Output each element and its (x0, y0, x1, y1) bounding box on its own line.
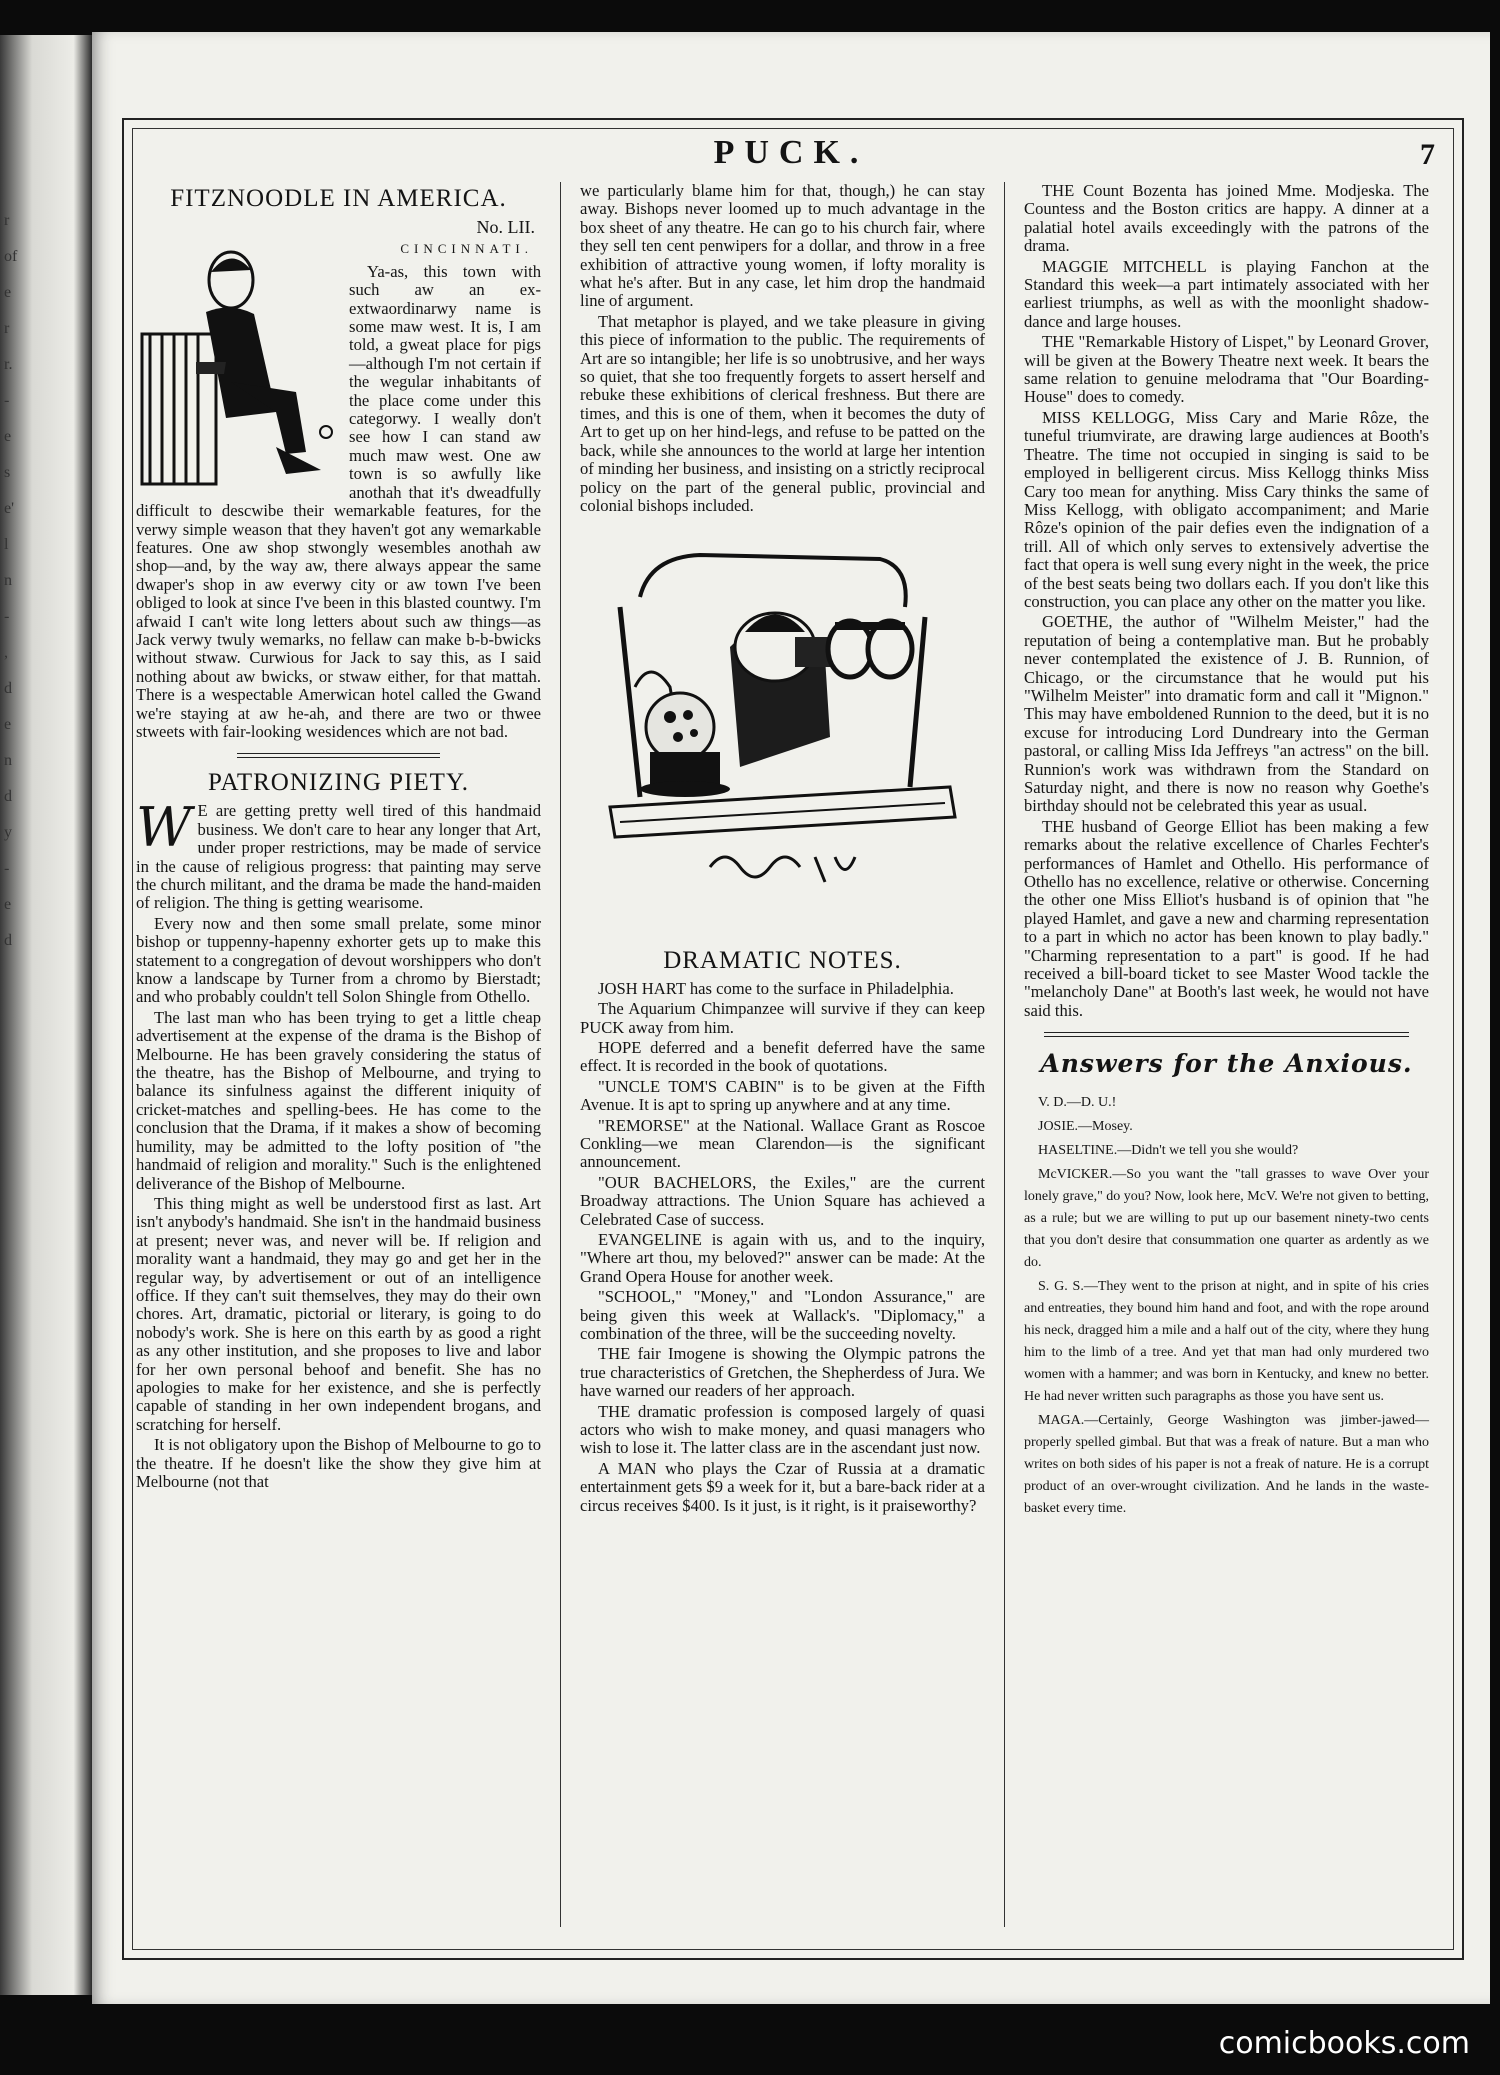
left-page-fragment: e' (4, 500, 14, 517)
fitznoodle-title: FITZNOODLE IN AMERICA. (170, 185, 507, 212)
answer-item: HASELTINE.—Didn't we tell you she would? (1038, 1142, 1299, 1158)
fitznoodle-paragraph: Ya-as, this town with such aw an ex-extwaordinarwy name is some maw west. It is, I am told, a gweat place for pigs—although I'm not certain if the wegular inhabitants of the place come under this categorwy. I weally don't see how I can stand aw much maw west. One aw town is so awfully like anothah that it's dweadfully difficult to descwibe their wemarkable features, for the verwy simple weason that they haven't got any wemarkable features. One aw shop stwongly wesembles anothah aw shop—and, by the way aw, there always appear the same dwaper's shop in aw everwy city or aw town I've been obliged to look at since I've been in this blasted countwy. I'm afwaid I can't wite long letters about such aw things—as Jack verwy twuly wemarks, no fellaw can make b-b-bwicks without stwaw. Curwious for Jack to say this, as I said nothing about aw bwicks, or stwaw either, for that mattah. There is a wespectable Amerwican hotel called the Gwand we're staying at aw he-ah, and there are two or thwee stweets with fair-looking wesidences which are not bad. (136, 261, 541, 741)
piety-dropcap: W (136, 796, 192, 860)
answer-item: S. G. S.—They went to the prison at night, and in spite of his cries and entreaties, they bound him hand and foot, and with the rope around his neck, dragged him a mile and a half out of the city, where they hung him to the limb of a tree. And yet that man had only murdered two women with a hammer; and was born in Kentucky, and knew no better. He had never written such paragraphs as those you have sent us. (1024, 1278, 1429, 1404)
left-page-fragment: - (4, 860, 10, 877)
left-page-fragment: - (4, 608, 10, 625)
left-page-fragment: n (4, 572, 12, 589)
left-page-edge (0, 35, 92, 1995)
page-number: 7 (1420, 138, 1435, 171)
dramatic-note: GOETHE, the author of "Wilhelm Meister," had the reputation of being a contemplative man. But he probably never contemplated the existence of J. B. Runnion, of Chicago, or the circumstance that he would put his "Wilhelm Meister" into dramatic form and call it "Mignon." This may have emboldened Runnion to the deed, but it is no excuse for introducing Lord Dundreary into the German pastoral, or calling Miss Ida Jeffreys "an actress" on the bill. Runnion's work was withdrawn from the Standard on Saturday night, and there is now no reason why Goethe's birthday should not be celebrated this year as usual. (1024, 612, 1429, 816)
fitznoodle-number: No. LII. (476, 217, 535, 237)
masthead (92, 84, 1490, 171)
left-page-fragment: n (4, 752, 12, 769)
piety-paragraph: This thing might as well be understood first as last. Art isn't anybody's handmaid. She isn't in the handmaid business at present; never was, and never will be. If religion and morality want a handmaid, they may go and get her in the regular way, by advertisement or out of an intelligence office. If they can't suit themselves, they may do their own chores. Art, dramatic, pictorial or literary, is going to do nobody's work. She is here on this earth by as good a right as any other institution, and she proposes to live and labor for her own personal behoof and benefit. She has no apologies to make for her existence, and she is perfectly capable of standing in her own independent brogans, and scratching for herself. (136, 1193, 541, 1434)
left-page-fragment: e (4, 284, 12, 301)
dramatic-note: THE dramatic profession is composed largely of quasi actors who wish to make money, and quasi managers who wish to lose it. The latter class are in the ascendant just now. (580, 1401, 985, 1458)
masthead-title: PUCK. (713, 134, 869, 171)
dramatic-note: EVANGELINE is again with us, and to the inquiry, "Where art thou, my beloved?" answer can be made: At the Grand Opera House for another week. (580, 1230, 985, 1286)
column-3 (1024, 182, 1429, 1922)
answer-item: JOSIE.—Mosey. (1038, 1118, 1133, 1134)
piety-paragraph: It is not obligatory upon the Bishop of Melbourne to go to the theatre. If he doesn't like the show they give him at Melbourne (not that (136, 1435, 541, 1491)
left-page-fragment: r (4, 212, 10, 229)
piety-title: PATRONIZING PIETY. (207, 769, 470, 797)
left-page-fragment: - (4, 392, 10, 409)
dramatic-note: MISS KELLOGG, Miss Cary and Marie Rôze, the tuneful triumvirate, are drawing large audiences at Booth's Theatre. The time not occupied in singing is said to be employed in belligerent circus. Miss Kellogg thinks Miss Cary too mean for anything. Miss Cary thinks the same of Miss Kellogg, with obligato accompaniment; and Marie Rôze's opinion of the pair defies even the indignation of a trill. All of which only serves to extensively advertise the fact that opera is well sung every night in the week, the price of the best seats being two dollars each. If you don't like this construction, you can place any other on the matter you like. (1024, 407, 1429, 611)
dramatic-note: JOSH HART has come to the surface in Philadelphia. (598, 978, 954, 998)
left-page-fragment: r. (4, 356, 13, 373)
column-rule (1004, 182, 1005, 1927)
section-separator (1044, 1032, 1409, 1037)
dramatic-note: "SCHOOL," "Money," and "London Assurance," are being given this week at Wallack's. "Diplomacy," a combination of the three, will be the succeeding novelty. (580, 1287, 985, 1344)
left-page-fragment: of (4, 248, 18, 265)
fitznoodle-place: CINCINNATI. (400, 241, 533, 257)
left-page-fragment: , (4, 644, 8, 661)
answer-item: V. D.—D. U.! (1038, 1094, 1117, 1110)
answers-title: Answers for the Anxious. (1040, 1049, 1413, 1079)
piety-paragraph: The last man who has been trying to get a little cheap advertisement at the expense of the drama is the Bishop of Melbourne. He has been gravely considering the status of the theatre, has the Bishop of Melbourne, and trying to balance its sinfulness against the different iniquity of cricket-matches and spelling-bees. He has come to the conclusion that the Drama, if it makes a show of becoming humility, may be admitted to the lofty position of "the handmaid of religion and morality." Such is the enlightened deliverance of the Bishop of Melbourne. (136, 1007, 541, 1193)
magazine-page (92, 32, 1490, 2004)
dramatic-note: "REMORSE" at the National. Wallace Grant as Roscoe Conkling—we mean Clarendon—is the significant announcement. (580, 1115, 985, 1172)
left-page-fragment: d (4, 788, 12, 805)
answers-list (1024, 1092, 1429, 1520)
watermark: comicbooks.com (1218, 2026, 1470, 2061)
piety-paragraph: That metaphor is played, and we take pleasure in giving this piece of information to the public. The requirements of Art are so intangible; her life is so unobtrusive, and her ways so quiet, that she too frequently forgets to assert herself and rebuke these exhibitions of clerical freshness. But there are times, and this is one of them, when it becomes the duty of Art to get up on her hind-legs, and refuse to be patted on the back, while she announces to the world at large her intention of minding her business, and insisting on a strictly reciprocal policy on the part of the general public, provincial and colonial bishops included. (580, 311, 985, 515)
left-page-fragment: e (4, 428, 12, 445)
dramatic-note: THE "Remarkable History of Lispet," by Leonard Grover, will be given at the Bowery Theatre next week. It bears the same relation to genuine melodrama that "Our Boarding-House" does to comedy. (1024, 332, 1429, 407)
dramatic-note: The Aquarium Chimpanzee will survive if they can keep PUCK away from him. (580, 999, 985, 1037)
dramatic-note: "UNCLE TOM'S CABIN" is to be given at the Fifth Avenue. It is apt to spring up anywhere and at any time. (580, 1076, 985, 1115)
dramatic-note: HOPE deferred and a benefit deferred have the same effect. It is recorded in the book of quotations. (580, 1037, 985, 1076)
column-2 (580, 182, 985, 1922)
left-page-fragment: e (4, 716, 12, 733)
answer-item: MAGA.—Certainly, George Washington was jimber-jawed—properly spelled gimbal. But that was a freak of nature. But a man who writes on both sides of his paper is not a freak of nature. He is a corrupt product of an over-wrought civilization. And he lands in the waste-basket every time. (1024, 1412, 1429, 1516)
left-page-fragment: s (4, 464, 11, 481)
dramatic-note: A MAN who plays the Czar of Russia at a dramatic entertainment gets $9 a week for it, but a bare-back rider at a circus receives $400. Is it just, is it right, is it praiseworthy? (580, 1458, 985, 1515)
left-page-fragment: r (4, 320, 10, 337)
dramatic-note: MAGGIE MITCHELL is playing Fanchon at the Standard this week—a part intimately associated with her earliest triumphs, as well as with the moonlight shadow-dance and large houses. (1024, 256, 1429, 331)
fitznoodle-illustration (136, 242, 341, 492)
column-rule (560, 182, 561, 1927)
section-separator (237, 753, 440, 758)
dramatic-note: THE Count Bozenta has joined Mme. Modjeska. The Countess and the Boston critics are happy. A dinner at a palatial hotel avails exceedingly with the patrons of the drama. (1024, 181, 1429, 256)
piety-paragraph: E are getting pretty well tired of this handmaid business. We don't care to hear any longer that Art, under proper restrictions, may be made of service in the cause of religious progress: that painting may serve the church militant, and the drama be made the hand-maiden of religion. The thing is getting wearisome. (136, 801, 541, 913)
left-page-fragment: e (4, 896, 12, 913)
dramatic-note: THE husband of George Elliot has been making a few remarks about the relative excellence of Charles Fechter's performances of Hamlet and Othello. His performance of Othello has no excellence, relative or otherwise. Concerning the other one Miss Elliot's husband is of opinion that "he played Hamlet, and gave a new and charming representation to a part in which no actor has been known to play badly." "Charming representation to a part" is good. If he had received a bill-board ticket to see Master Wood tackle the "melancholy Dane" at Booth's last week, he would not have said this. (1024, 816, 1429, 1020)
piety-paragraph: we particularly blame him for that, though,) he can stay away. Bishops never loomed up to much advantage in the box sheet of any theatre. He can go to his church fair, where they sell ten cent penwipers for a dollar, and throw in a free exhibition of attractive young women, if lofty morality is what he's after. But in any case, let him drop the handmaid line of argument. (580, 181, 985, 311)
left-page-fragment: l (4, 536, 9, 553)
left-page-fragment: d (4, 680, 12, 697)
dramatic-title: DRAMATIC NOTES. (663, 946, 902, 974)
left-page-fragment: d (4, 932, 12, 949)
answer-item: McVICKER.—So you want the "tall grasses to wave Over your lonely grave," do you? Now, look here, McV. We're not given to betting, as a rule; but we are willing to put up our basement ninety-two cents that you don't desire that consummation one quarter as ardently as we do. (1024, 1166, 1429, 1270)
column-1 (136, 182, 541, 1922)
opera-glasses-illustration (580, 537, 985, 917)
columns (136, 182, 1446, 1942)
left-page-fragment: y (4, 824, 12, 841)
dramatic-note: THE fair Imogene is showing the Olympic patrons the true characteristics of Gretchen, the Shepherdess of Jura. We have warned our readers of her approach. (580, 1344, 985, 1401)
dramatic-note: "OUR BACHELORS, the Exiles," are the current Broadway attractions. The Union Square has achieved a Celebrated Case of success. (580, 1172, 985, 1229)
piety-paragraph: Every now and then some small prelate, some minor bishop or tuppenny-hapenny exhorter gets up to make this statement to a congregation of devout worshippers who don't know a landscape by Turner from a chromo by Bierstadt; and who probably couldn't tell Solon Shingle from Othello. (136, 913, 541, 1007)
